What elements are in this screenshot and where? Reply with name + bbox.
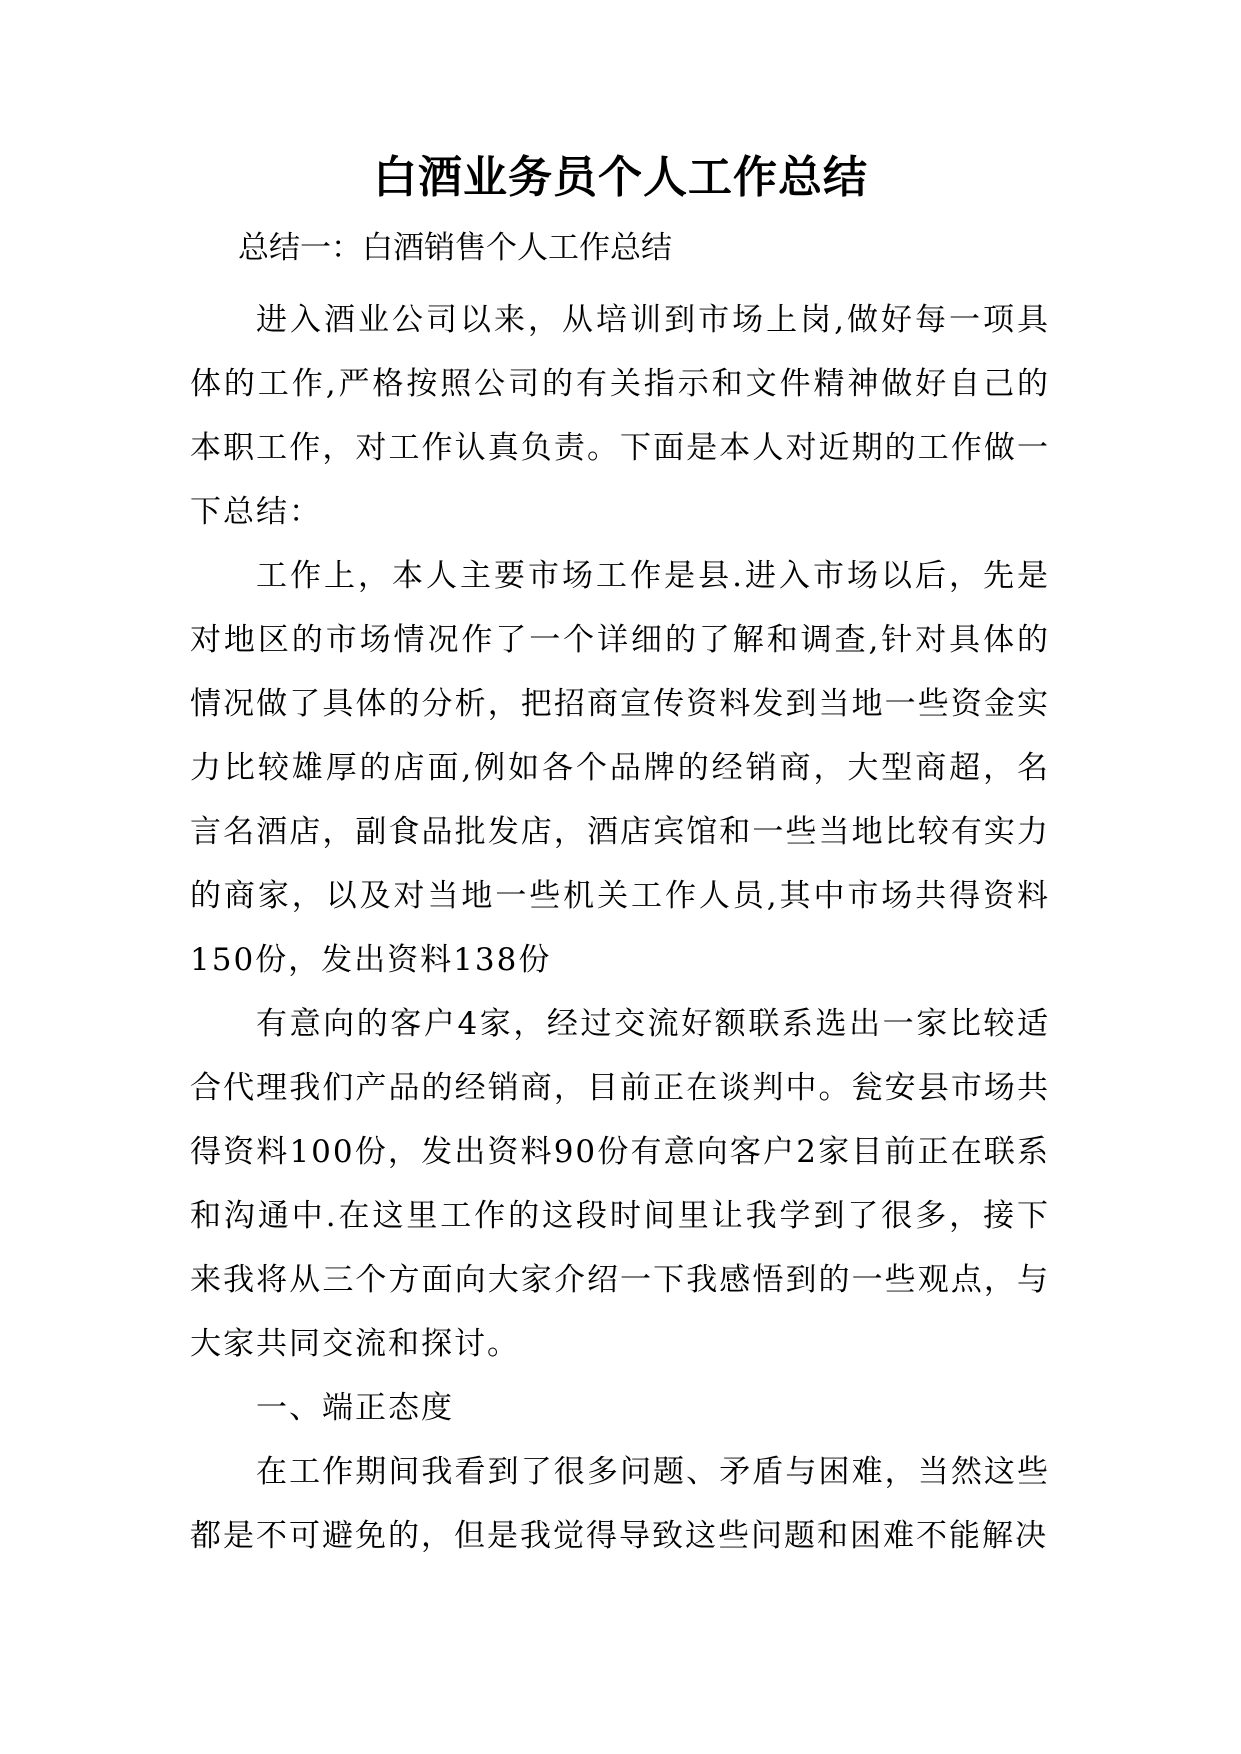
paragraph: 在工作期间我看到了很多问题、矛盾与困难，当然这些都是不可避免的，但是我觉得导致这些问题和困难不能解决 xyxy=(190,1454,1050,1554)
paragraph: 有意向的客户4家，经过交流好额联系选出一家比较适合代理我们产品的经销商，目前正在谈判中。瓮安县市场共得资料100份，发出资料90份有意向客户2家目前正在联系和沟通中.在这里工作的这段时间里让我学到了很多，接下来我将从三个方面向大家介绍一下我感悟到的一些观点，与大家共同交流和探讨。 xyxy=(190,1006,1050,1362)
document-subtitle: 总结一：白酒销售个人工作总结 xyxy=(238,230,672,266)
document-title: 白酒业务员个人工作总结 xyxy=(373,152,868,203)
paragraph: 进入酒业公司以来，从培训到市场上岗,做好每一项具体的工作,严格按照公司的有关指示和文件精神做好自己的本职工作，对工作认真负责。下面是本人对近期的工作做一下总结： xyxy=(190,302,1050,530)
section-heading: 一、端正态度 xyxy=(256,1390,454,1426)
document-body xyxy=(190,288,1050,1568)
paragraph: 工作上，本人主要市场工作是县.进入市场以后，先是对地区的市场情况作了一个详细的了解和调查,针对具体的情况做了具体的分析，把招商宣传资料发到当地一些资金实力比较雄厚的店面,例如各个品牌的经销商，大型商超，名言名酒店，副食品批发店，酒店宾馆和一些当地比较有实力的商家，以及对当地一些机关工作人员,其中市场共得资料150份，发出资料138份 xyxy=(190,558,1050,978)
